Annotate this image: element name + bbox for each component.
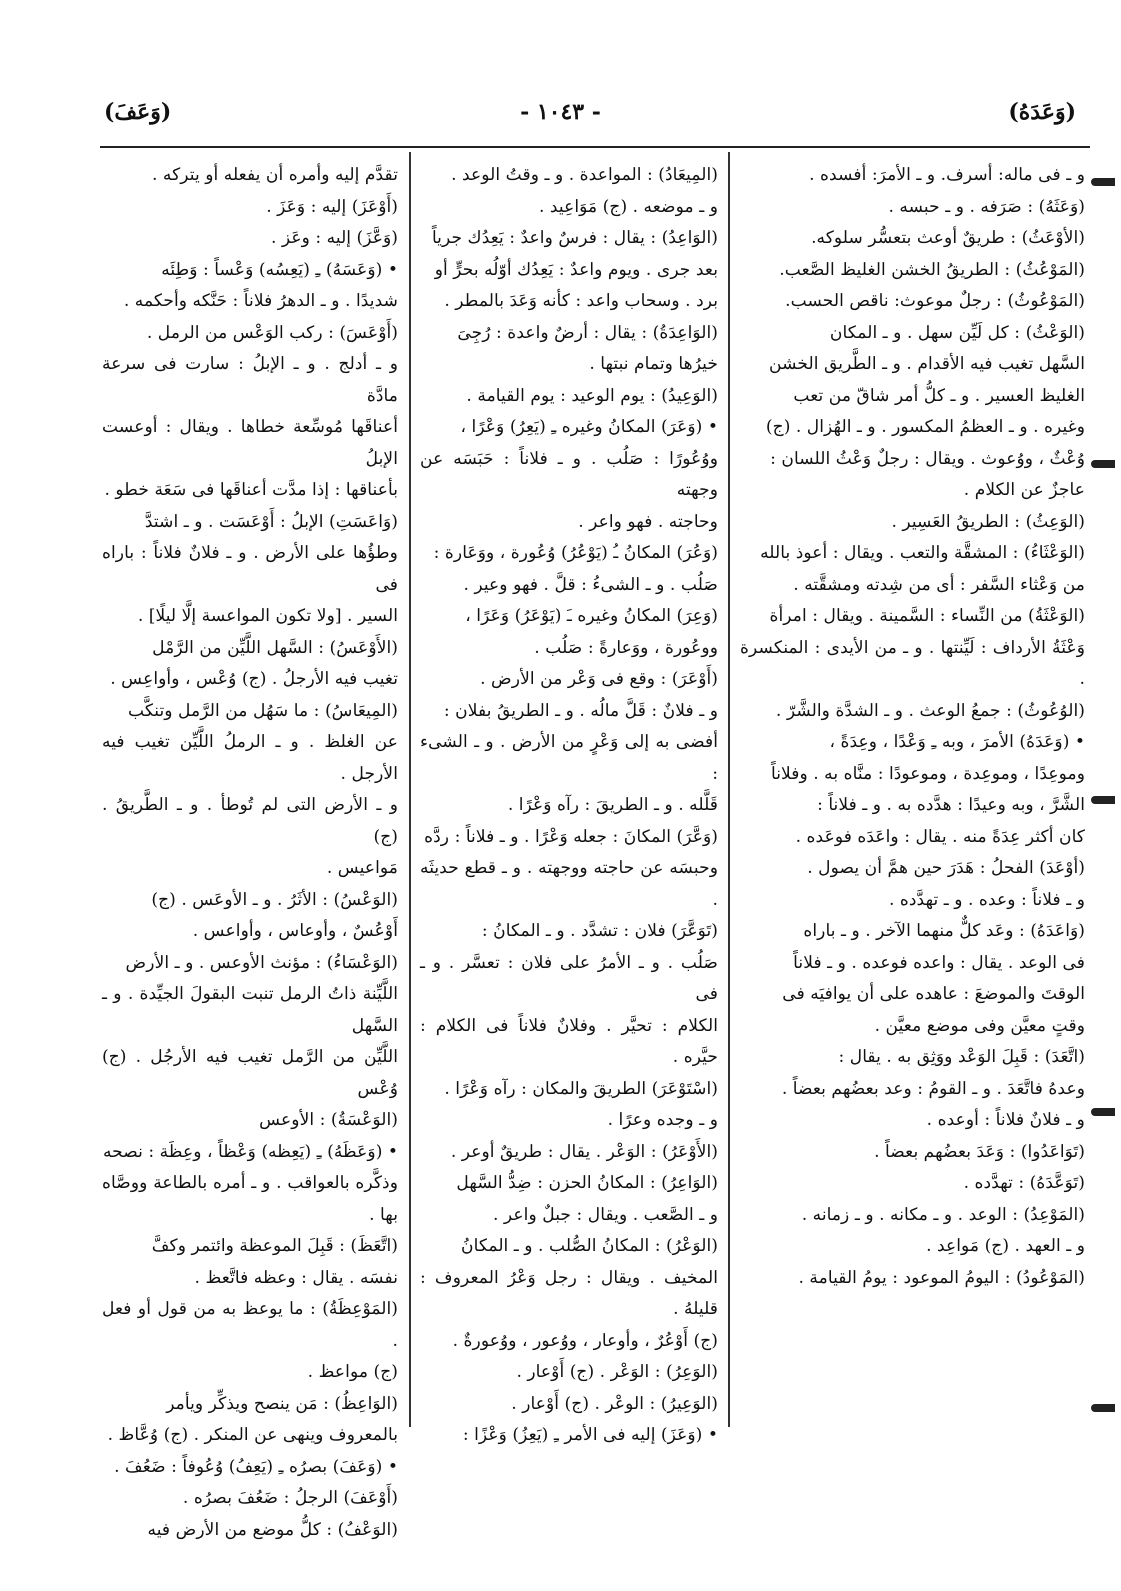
entry-line: (الوَعِرُ) : الوَعْر . (ج) أَوْعار . (516, 1362, 718, 1382)
entry-line: (المَوْعُودُ) : اليومُ الموعود : يومُ القيامة . (798, 1267, 1085, 1288)
entry-line: السَّهل تغيب فيه الأقدام . و ـ الطَّريق الخشن (768, 354, 1085, 374)
entry-line: عاجزٌ عن الكلام . (963, 480, 1085, 500)
entry-line: شديدًا . و ـ الدهرُ فلاناً : حَنَّكه وأحكمه . (123, 291, 398, 311)
entry-line: وَعْثَةُ الأرداف : لَيِّنتها . و ـ من الأيدى : المنكسرة . (734, 637, 1085, 689)
column-middle (414, 160, 718, 1452)
entry-line: و ـ وجده وعرًا . (607, 1110, 718, 1130)
entry-line: (وَعَثَهُ) : صَرَفه . و ـ حبسه . (888, 196, 1085, 217)
entry-line: (اسْتَوْعَرَ) الطريقَ والمكان : رآه وَعْرًا . (444, 1078, 718, 1099)
column-divider (409, 152, 411, 1427)
entry-line: (المِيعَاسُ) : ما سَهُل من الرَّمل وتنكَّب (127, 700, 398, 721)
entry-line: و ـ فلانٌ فلاناً : أوعده . (926, 1110, 1085, 1130)
entry-line: • (وَعَظَهُ) ـِ (يَعِظه) وَعْظاً ، وعِظَة : نصحه (102, 1141, 398, 1162)
entry-line: • (وَعَزَ) إليه فى الأمر ـِ (يَعِزُ) وَعْزًا : (462, 1425, 718, 1445)
entry-line: (الأَوْعَرُ) : الوَعْر . يقال : طريقٌ أوعر . (450, 1141, 718, 1162)
entry-line: (تَوَاعَدُوا) : وَعَدَ بعضُهم بعضاً . (874, 1141, 1085, 1162)
column-left (96, 160, 398, 1546)
entry-line: (الوَعِيدُ) : يوم الوعيد : يوم القيامة . (466, 385, 718, 406)
entry-line: برد . وسحاب واعد : كأنه وَعَدَ بالمطر . (444, 291, 718, 311)
entry-line: (ج) أَوْعُرٌ ، وأوعار ، ووُعور ، ووُعورةٌ . (452, 1330, 718, 1351)
entry-line: (وَاعَدَهُ) : وعَد كلٌّ منهما الآخر . و ـ باراه (803, 921, 1085, 941)
entry-line: (الوَعِيرُ) : الوعْر . (ج) أَوْعار . (511, 1393, 718, 1414)
entry-line: • (وَعَسَهُ) ـِ (يَعِسُه) وَعْساً : وَطِئَه (161, 259, 398, 280)
entry-line: اللَّيِّنة ذاتُ الرمل تنبت البقولَ الجيِّدة . و ـ السَّهل (96, 984, 398, 1036)
entry-line: و ـ فلانٌ : قَلَّ مالُه . و ـ الطريقُ بفلان : (443, 700, 718, 721)
entry-line: بعد جرى . ويوم واعدٌ : يَعِدُك أوّلُه بحرٍّ أو (434, 259, 718, 280)
entry-line: (الوَعْفُ) : كلُّ موضع من الأرض فيه (147, 1519, 398, 1540)
entry-line: المخيف . ويقال : رجل وَعْرُ المعروف : قليلهُ . (414, 1267, 718, 1319)
entry-line: وحاجته . فهو واعر . (578, 511, 718, 532)
entry-line: تغيب فيه الأرجلُ . (ج) وُعْس ، وأواعِس . (110, 669, 398, 689)
entry-line: وحبسَه عن حاجته ووجهته . و ـ قطع حديثَه . (414, 858, 718, 910)
entry-line: (تَوَعَّدَهُ) : تهدَّده . (963, 1173, 1085, 1193)
margin-mark (1091, 1108, 1115, 1116)
entry-line: عن الغلظ . و ـ الرملُ اللَّيِّن تغيب فيه الأرجل . (96, 732, 398, 784)
entry-line: و ـ الصَّعب . ويقال : جبلٌ واعر . (493, 1204, 718, 1225)
entry-line: و ـ الأرض التى لم تُوطأ . و ـ الطَّريقُ . (ج) (96, 795, 398, 847)
entry-line: وذكَّره بالعواقب . و ـ أمره بالطاعة ووصَّاه بها . (96, 1173, 398, 1225)
entry-line: ووُعُورًا : صَلُب . و ـ فلاناً : حَبَسَه عن وجهته (414, 448, 718, 500)
entry-line: (اتَّعَظَ) : قَبِلَ الموعظة وائتمر وكفَّ (151, 1236, 398, 1256)
page-number: - ١٠٤٣ - (520, 99, 601, 125)
entry-line: وقتٍ معيَّن وفى موضع معيَّن . (874, 1015, 1085, 1036)
entry-line: و ـ فلاناً : وعده . و ـ تهدَّده . (888, 889, 1085, 910)
entry-line: (الوَعْسُ) : الأثَرُ . و ـ الأوعَس . (ج) (151, 889, 398, 910)
entry-line: صَلُب . و ـ الشىءُ : قلَّ . فهو وعير . (463, 574, 718, 595)
entry-line: (وَعَّرَ) المكانَ : جعله وَعْرًا . و ـ فلاناً : ردَّه (424, 826, 718, 847)
entry-line: (اتَّعَدَ) : قَبِلَ الوَعْد ووَثِق به . يقال : (838, 1047, 1085, 1067)
entry-line: (الأَوْعَسُ) : السَّهل اللَّيِّن من الرَّمْل (152, 637, 398, 658)
margin-mark (1091, 178, 1115, 186)
entry-line: (المَوْعِدُ) : الوعد . و ـ مكانه . و ـ زمانه . (801, 1204, 1085, 1225)
entry-line: (المِيعَادُ) : المواعدة . و ـ وقتُ الوعد . (451, 165, 718, 185)
entry-line: (المَوْعُثُ) : الطريقُ الخشن الغليظ الصَّعب. (779, 259, 1085, 280)
entry-line: (الوَاعِرُ) : المكانُ الحزن : ضِدُّ السَّهل (456, 1173, 718, 1193)
entry-line: (الوَعْرُ) : المكانُ الصُّلب . و ـ المكانُ (461, 1236, 718, 1256)
entry-line: (الوَعْثَةُ) من النِّساء : السَّمينة . ويقال : امرأة (769, 606, 1085, 626)
entry-line: (وَعِرَ) المكانُ وغيره ـَ (يَوْعَرُ) وَعَرًا ، (465, 606, 718, 626)
entry-line: وغيره . و ـ العظمُ المكسور . و ـ الهُزال . (ج) (765, 417, 1085, 437)
entry-line: (وَعَّزَ) إليه : وعَز . (270, 228, 398, 248)
entry-line: من وَعْثاء السَّفر : أى من شِدته ومشقَّته . (793, 574, 1085, 595)
entry-line: • (وَعَفَ) بصرُه ـِ (يَعِفُ) وُعُوفاً : ضَعُفَ . (114, 1456, 398, 1477)
entry-line: (المَوْعُوثُ) : رجلٌ موعوث: ناقص الحسب. (785, 291, 1085, 311)
entry-line: صَلُب . و ـ الأمرُ على فلان : تعسَّر . و ـ فى (414, 952, 718, 1004)
entry-line: (ج) مواعظ . (307, 1362, 398, 1382)
entry-line: (الوَاعِدُ) : يقال : فرسٌ واعدٌ : يَعِدُك جرياً (431, 228, 718, 248)
entry-line: أَوْعُسٌ ، وأوعاس ، وأواعس . (192, 921, 398, 941)
column-right (734, 160, 1085, 1294)
entry-line: تقدَّم إليه وأمره أن يفعله أو يتركه . (151, 165, 398, 185)
entry-line: (الأوْعَثُ) : طريقٌ أوعث بتعسُّر سلوكه. (811, 228, 1085, 248)
entry-line: فى الوعد . يقال : واعده فوعده . و ـ فلاناً (793, 952, 1085, 973)
page-header (0, 95, 1121, 135)
entry-line: الشَّرَّ ، وبه وعيدًا : هدَّده به . و ـ فلاناً : (817, 795, 1085, 815)
entry-line: (الوَعْسَةُ) : الأوعس (259, 1110, 398, 1130)
entry-line: بالمعروف وينهى عن المنكر . (ج) وُعَّاظ . (107, 1425, 398, 1445)
entry-line: (الوَعْثُ) : كل لَيِّن سهل . و ـ المكان (829, 322, 1085, 343)
entry-line: وعدهُ فاتَّعَدَ . و ـ القومُ : وعد بعضُهم بعضاً . (781, 1078, 1085, 1099)
entry-line: (الوَاعِظُ) : مَن ينصح ويذكِّر ويأمر (166, 1393, 398, 1414)
entry-line: نفسَه . يقال : وعظه فاتَّعظ . (194, 1267, 398, 1288)
entry-line: خيرُها وتمام نبتها . (589, 354, 718, 374)
entry-line: (أوْعَدَ) الفحلُ : هَدَرَ حين همَّ أن يصول . (807, 858, 1085, 878)
entry-line: بأعناقها : إذا مدَّت أعناقَها فى سَعَة خطو . (104, 480, 398, 500)
entry-line: (الوَعِثُ) : الطريقُ العَسِير . (891, 511, 1085, 532)
column-divider (728, 152, 730, 1427)
entry-line: • (وَعَرَ) المكانُ وغيره ـِ (يَعِرُ) وَعْرًا ، (460, 417, 718, 437)
entry-line: و ـ فى ماله: أسرف. و ـ الأمرَ: أفسده . (809, 165, 1085, 185)
entry-line: أعناقَها مُوسِّعة خطاها . ويقال : أوعست الإبلُ (96, 417, 398, 469)
entry-line: (الوَعْثَاءُ) : المشقَّة والتعب . ويقال : أعوذ بالله (760, 543, 1085, 563)
entry-line: (تَوَعَّرَ) فلان : تشدَّد . و ـ المكانُ : (481, 921, 718, 941)
header-left-keyword: (وَعَفَ) (104, 99, 172, 125)
entry-line: (الوَاعِدَةُ) : يقال : أرضٌ واعدة : رُجِىَ (457, 322, 718, 343)
entry-line: وموعِدًا ، وموعِدة ، وموعودًا : منَّاه به . وفلاناً (771, 763, 1085, 784)
entry-line: وُعْثٌ ، ووُعوث . ويقال : رجلٌ وَعْثُ اللسان : (770, 448, 1085, 469)
entry-line: اللَّيِّن من الرَّمل تغيب فيه الأرجُل . (ج) وُعْس (96, 1047, 398, 1099)
entry-line: (الوُعُوثُ) : جمعُ الوعث . و ـ الشدَّة والشَّرّ . (775, 700, 1085, 721)
entry-line: • (وَعَدَهُ) الأمرَ ، وبه ـِ وَعْدًا ، وعِدَةً ، (829, 732, 1085, 752)
entry-line: الغليظ العسير . و ـ كلُّ أمر شاقّ من تعب (793, 385, 1085, 406)
entry-line: كان أكثر عِدَةً منه . يقال : واعَدَه فوعَده . (795, 826, 1085, 847)
entry-line: (المَوْعِظَةُ) : ما يوعظ به من قول أو فعل . (96, 1299, 398, 1351)
entry-line: مَواعيس . (326, 858, 398, 878)
entry-line: ووعُورة ، ووَعارةً : صَلُب . (534, 637, 718, 658)
margin-mark (1091, 1404, 1115, 1412)
header-right-keyword: (وَعَدَهُ) (1008, 99, 1076, 125)
entry-line: السير . [ولا تكون المواعسة إلَّا ليلًا] . (137, 606, 398, 626)
entry-line: (أَوْعَزَ) إليه : وَعَزَ . (266, 196, 398, 217)
entry-line: (أَوْعَفَ) الرجلُ : ضَعُفَ بصرُه . (182, 1488, 398, 1508)
entry-line: (وَاعَسَتِ) الإبلُ : أَوْعَسَت . و ـ اشتدَّ (144, 511, 398, 532)
entry-line: وطؤُها على الأرض . و ـ فلانٌ فلاناً : باراه فى (96, 543, 398, 595)
entry-line: و ـ أدلج . و ـ الإبلُ : سارت فى سرعة مادَّة (96, 354, 398, 406)
entry-line: (أَوْعَرَ) : وقع فى وَعْر من الأرض . (480, 669, 718, 689)
margin-mark (1091, 796, 1115, 804)
entry-line: أفضى به إلى وَعْرٍ من الأرض . و ـ الشىء : (414, 732, 718, 784)
header-rule (100, 146, 1090, 148)
entry-line: و ـ موضعه . (ج) مَوَاعِيد . (538, 196, 718, 217)
entry-line: الكلام : تحيَّر . وفلانٌ فلاناً فى الكلام : حيَّره . (414, 1015, 718, 1067)
entry-line: (أَوْعَسَ) : ركب الوَعْس من الرمل . (146, 322, 398, 343)
entry-line: الوقتَ والموضعَ : عاهده على أن يوافيَه فى (782, 984, 1085, 1004)
entry-line: (الوَعْسَاءُ) : مؤنث الأوعس . و ـ الأرض (125, 952, 398, 973)
margin-mark (1091, 460, 1115, 468)
entry-line: (وَعُرَ) المكانُ ـُ (يَوْعُرُ) وُعُورة ، ووَعَارة : (433, 543, 718, 563)
entry-line: قَلَّله . و ـ الطريقَ : رآه وَعْرًا . (507, 795, 718, 815)
entry-line: و ـ العهد . (ج) مَواعِد . (926, 1236, 1085, 1256)
